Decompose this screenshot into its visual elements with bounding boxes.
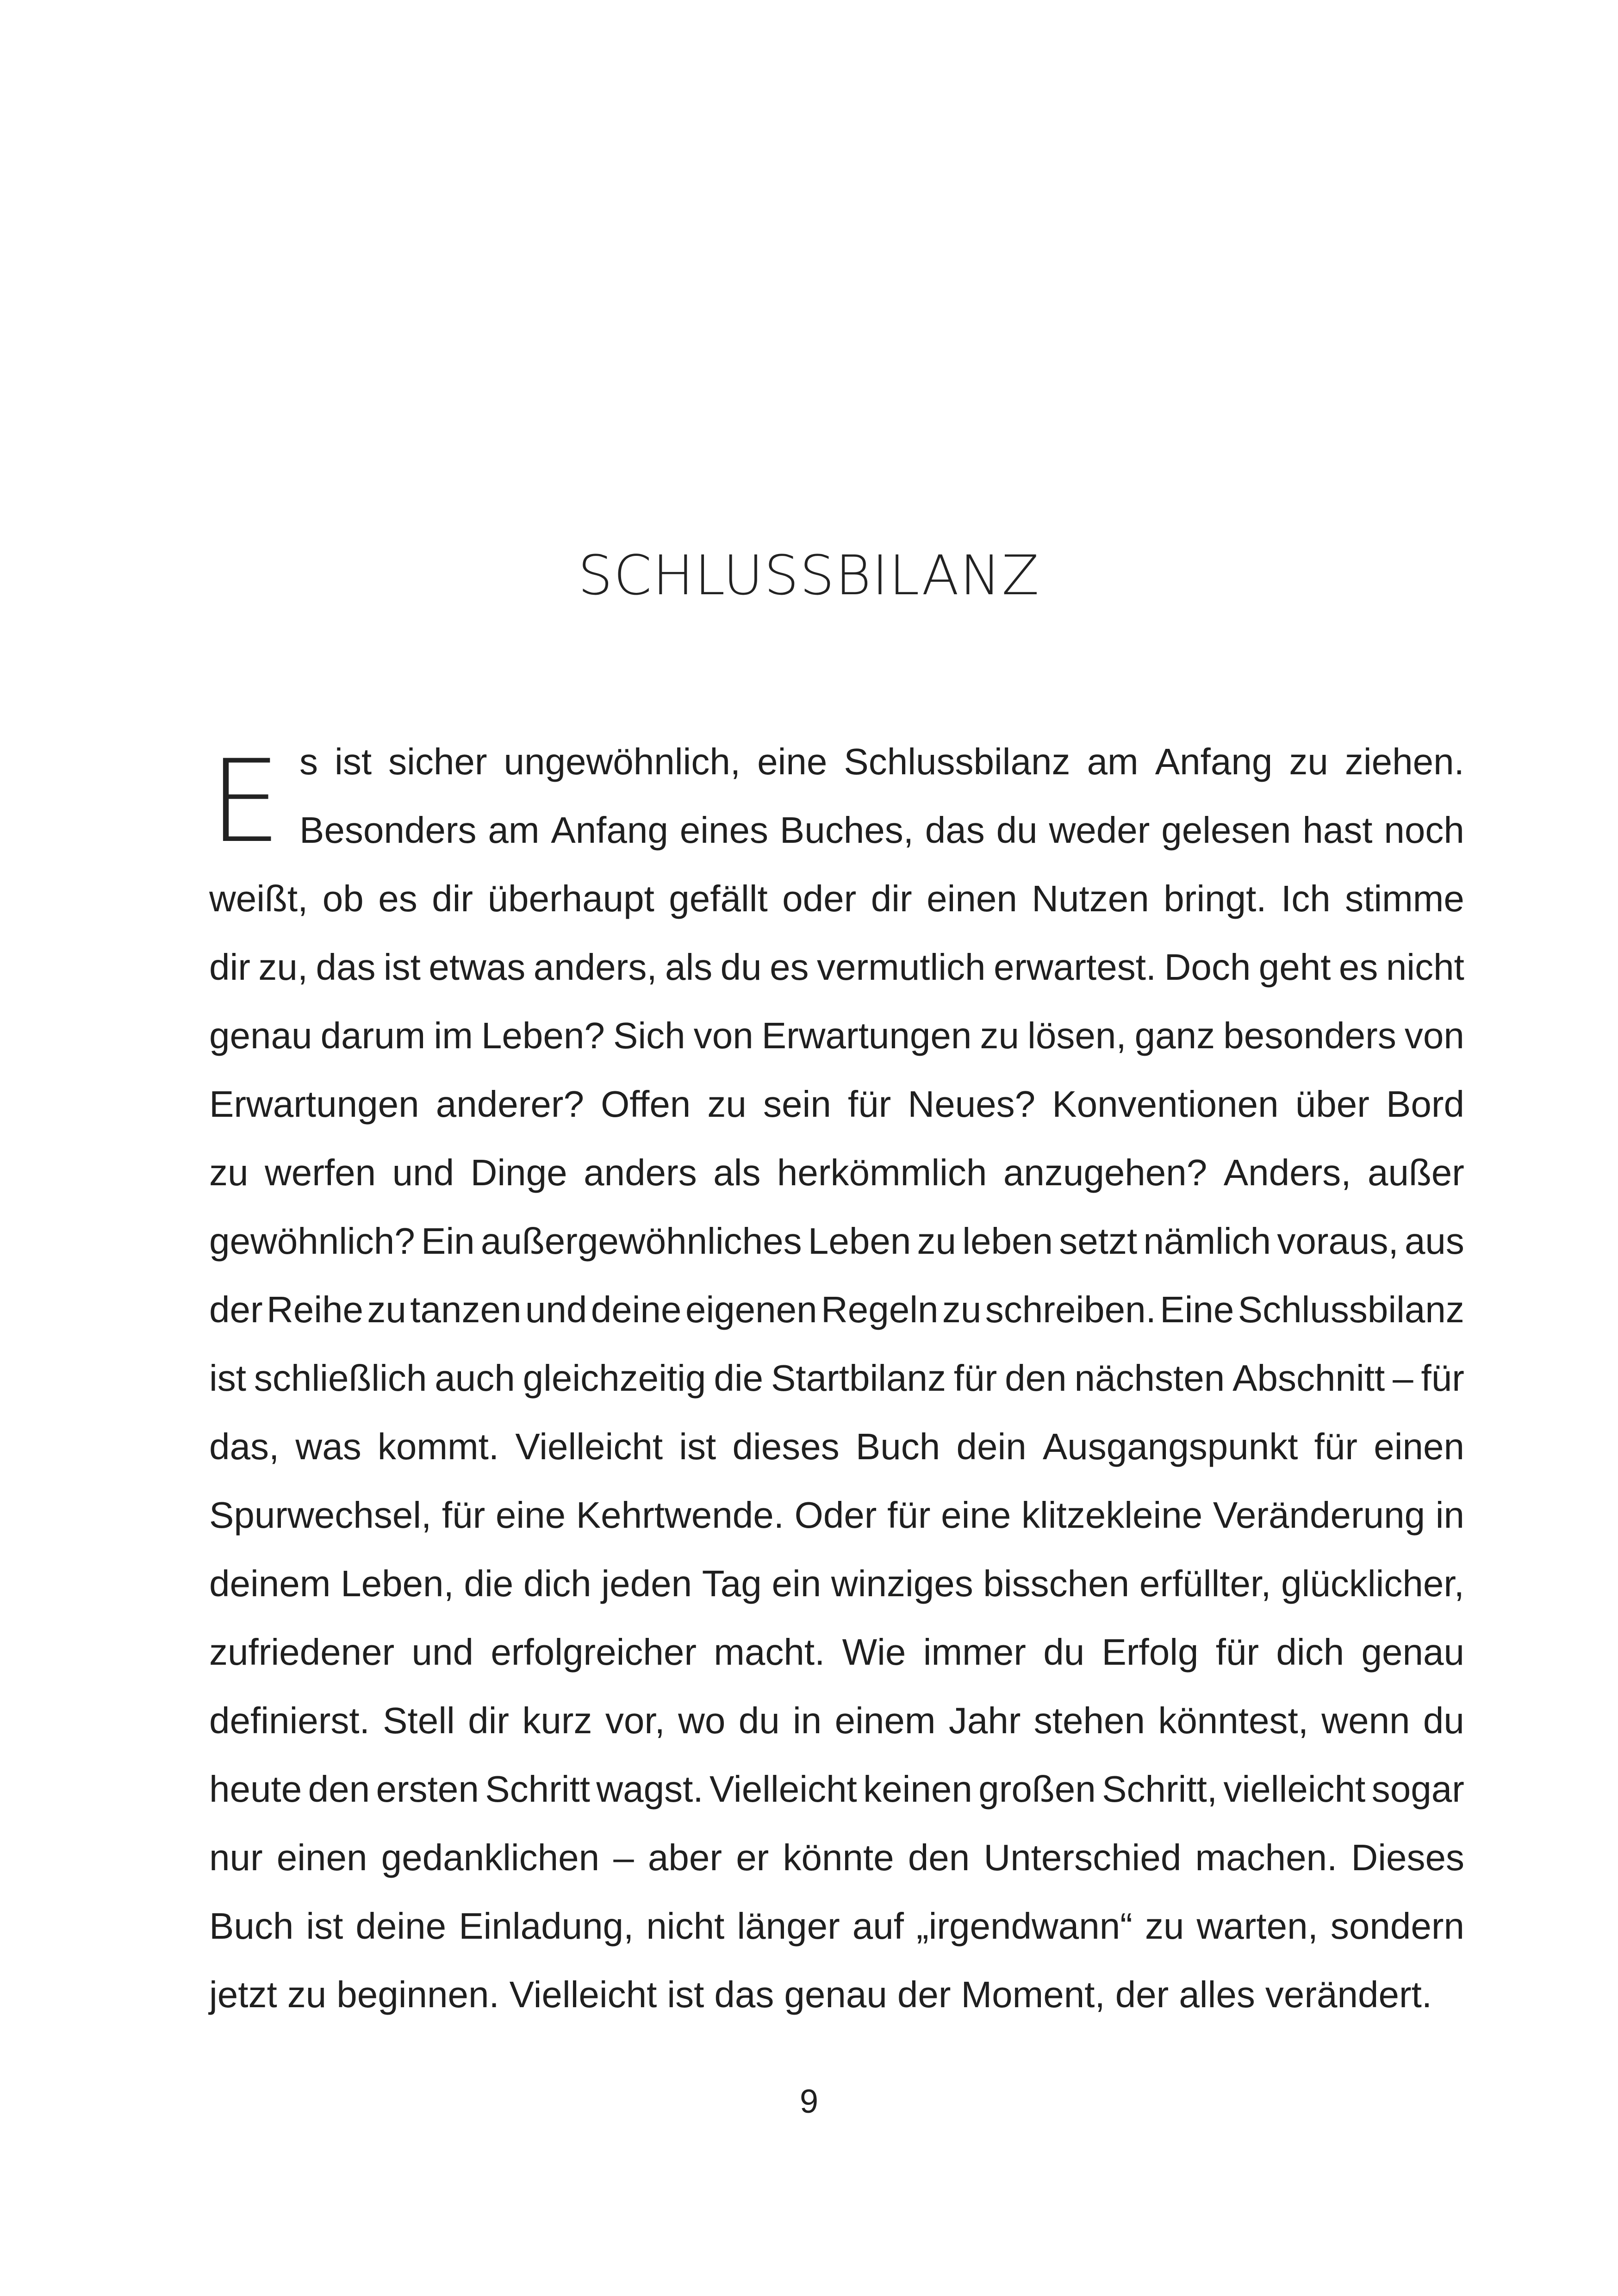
word: Dieses [1351, 1837, 1464, 1878]
word: klitzekleine [1021, 1494, 1203, 1536]
text-line [209, 1481, 1464, 1549]
word: das, [209, 1426, 280, 1467]
word: anders [584, 1152, 697, 1193]
word: aber [647, 1837, 722, 1878]
word: zu [917, 1220, 957, 1262]
word: in [1435, 1494, 1464, 1536]
word: ein [772, 1563, 821, 1604]
text-line [209, 1207, 1464, 1276]
text-line [209, 1755, 1464, 1823]
word: stehen [1033, 1700, 1145, 1741]
word: die [714, 1357, 764, 1399]
word: du [720, 946, 762, 988]
word: schließlich [254, 1357, 427, 1399]
word: ist [667, 1974, 704, 2015]
word: dieses [732, 1426, 840, 1467]
word: verändert. [1265, 1974, 1432, 2015]
word: es [378, 878, 417, 919]
word: Regeln [821, 1289, 939, 1330]
word: ist [335, 741, 372, 782]
text-line [209, 1549, 1464, 1618]
word: eine [757, 741, 828, 782]
word: überhaupt [487, 878, 654, 919]
word: bringt. [1164, 878, 1267, 919]
text-line [209, 933, 1464, 1002]
word: Spurwechsel, [209, 1494, 432, 1536]
word: macht. [714, 1631, 825, 1673]
word: für [1314, 1426, 1357, 1467]
word: und [411, 1631, 474, 1673]
word: dein [956, 1426, 1027, 1467]
word: als [665, 946, 713, 988]
word: dir [871, 878, 912, 919]
word: gefällt [669, 878, 768, 919]
word: schreiben. [985, 1289, 1156, 1330]
word: zu [1145, 1905, 1184, 1947]
word: alles [1179, 1974, 1255, 2015]
word: Buch [855, 1426, 940, 1467]
word: weder [1049, 809, 1150, 851]
word: Leben? [481, 1015, 605, 1056]
word: zu, [258, 946, 308, 988]
word: Tag [702, 1563, 762, 1604]
word: Moment, [961, 1974, 1105, 2015]
word: s [299, 741, 318, 782]
word: eine [495, 1494, 566, 1536]
word: und [392, 1152, 454, 1193]
text-line [209, 728, 1464, 796]
word: in [793, 1700, 822, 1741]
word: das [316, 946, 376, 988]
word: leben [962, 1220, 1053, 1262]
word: kurz [522, 1700, 592, 1741]
word: dich [1276, 1631, 1344, 1673]
word: du [1043, 1631, 1085, 1673]
word: tanzen [410, 1289, 522, 1330]
word: Buches, [779, 809, 914, 851]
word: Besonders [299, 809, 477, 851]
word: herkömmlich [777, 1152, 987, 1193]
word: sondern [1330, 1905, 1464, 1947]
word: Nutzen [1032, 878, 1149, 919]
word: am [1087, 741, 1139, 782]
word: Schlussbilanz [1238, 1289, 1464, 1330]
word: Ein [421, 1220, 475, 1262]
word: es [1338, 946, 1378, 988]
text-line [209, 1002, 1464, 1070]
page-number: 9 [799, 2083, 819, 2120]
word: Ausgangspunkt [1042, 1426, 1298, 1467]
word: stimme [1345, 878, 1464, 919]
word: zu [367, 1289, 406, 1330]
text-line [209, 1344, 1464, 1412]
word: zu [209, 1152, 249, 1193]
word: Reihe [267, 1289, 364, 1330]
word: Erfolg [1101, 1631, 1199, 1673]
word: zu [287, 1974, 327, 2015]
word: ob [322, 878, 364, 919]
word: oder [782, 878, 857, 919]
word: sein [763, 1083, 831, 1125]
word: geht [1258, 946, 1331, 988]
drop-cap: E [209, 736, 281, 868]
word: warten, [1196, 1905, 1318, 1947]
word: einen [276, 1837, 367, 1878]
word: es [770, 946, 809, 988]
word: sogar [1371, 1768, 1464, 1810]
word: weißt, [209, 878, 308, 919]
word: der [1115, 1974, 1169, 2015]
word: für [442, 1494, 485, 1536]
word: vermutlich [816, 946, 986, 988]
word: genau [784, 1974, 887, 2015]
word: nächsten [1074, 1357, 1225, 1399]
word: gewöhnlich? [209, 1220, 415, 1262]
word: erfüllter, [1139, 1563, 1271, 1604]
word: für [847, 1083, 891, 1125]
word: nämlich [1143, 1220, 1271, 1262]
word: den [908, 1837, 970, 1878]
word: von [693, 1015, 753, 1056]
word: du [996, 809, 1038, 851]
word: Oder [794, 1494, 877, 1536]
text-line [209, 1618, 1464, 1686]
word: etwas [429, 946, 526, 988]
word: über [1295, 1083, 1369, 1125]
word: Neues? [908, 1083, 1036, 1125]
word: der [897, 1974, 951, 2015]
word: Dinge [470, 1152, 567, 1193]
word: von [1404, 1015, 1464, 1056]
word: noch [1384, 809, 1464, 851]
word: Offen [601, 1083, 691, 1125]
word: gedanklichen [381, 1837, 600, 1878]
word: anders, [533, 946, 657, 988]
word: Buch [209, 1905, 294, 1947]
word: was [295, 1426, 361, 1467]
word: voraus, [1277, 1220, 1399, 1262]
word: ziehen. [1344, 741, 1464, 782]
word: definierst. [209, 1700, 370, 1741]
word: nicht [646, 1905, 725, 1947]
word: einen [1374, 1426, 1464, 1467]
word: – [1393, 1357, 1413, 1399]
word: außergewöhnliches [480, 1220, 802, 1262]
word: jetzt [209, 1974, 277, 2015]
word: ist [679, 1426, 716, 1467]
word: und [525, 1289, 587, 1330]
word: Vielleicht [709, 1768, 857, 1810]
word: Anfang [1155, 741, 1273, 782]
word: anzugehen? [1003, 1152, 1207, 1193]
chapter-body [209, 728, 1464, 2029]
word: bisschen [983, 1563, 1130, 1604]
word: Stell [383, 1700, 455, 1741]
word: glücklicher, [1281, 1563, 1464, 1604]
word: wo [678, 1700, 726, 1741]
text-line [209, 796, 1464, 865]
text-line [209, 1823, 1464, 1892]
word: setzt [1059, 1220, 1138, 1262]
word: Eine [1160, 1289, 1234, 1330]
word: heute [209, 1768, 302, 1810]
text-line [209, 1960, 1464, 2029]
word: zu [707, 1083, 747, 1125]
word: den [1005, 1357, 1067, 1399]
word: zu [942, 1289, 982, 1330]
word: ganz [1134, 1015, 1215, 1056]
text-line [209, 1892, 1464, 1960]
word: für [1215, 1631, 1259, 1673]
word: Doch [1164, 946, 1251, 988]
word: Schlussbilanz [844, 741, 1070, 782]
word: einen [927, 878, 1017, 919]
word: winziges [831, 1563, 973, 1604]
word: Abschnitt [1232, 1357, 1385, 1399]
word: immer [923, 1631, 1026, 1673]
word: ist [306, 1905, 343, 1947]
word: für [1421, 1357, 1464, 1399]
word: könnte [783, 1837, 894, 1878]
word: wenn [1321, 1700, 1410, 1741]
word: kommt. [377, 1426, 499, 1467]
word: zufriedener [209, 1631, 395, 1673]
word: Leben, [341, 1563, 454, 1604]
word: gleichzeitig [523, 1357, 706, 1399]
word: deine [355, 1905, 447, 1947]
word: im [434, 1015, 473, 1056]
word: für [953, 1357, 997, 1399]
word: ist [383, 946, 421, 988]
text-line [209, 1412, 1464, 1481]
word: deinem [209, 1563, 331, 1604]
word: Konventionen [1052, 1083, 1279, 1125]
word: werfen [264, 1152, 376, 1193]
word: Ich [1281, 878, 1331, 919]
word: Vielleicht [509, 1974, 657, 2015]
word: lösen, [1027, 1015, 1126, 1056]
word: Kehrtwende. [576, 1494, 784, 1536]
word: das [714, 1974, 774, 2015]
word: das [925, 809, 985, 851]
word: Vielleicht [515, 1426, 663, 1467]
word: Einladung, [459, 1905, 634, 1947]
word: sicher [388, 741, 487, 782]
word: Anders, [1223, 1152, 1351, 1193]
word: jeden [601, 1563, 692, 1604]
word: Schritt [485, 1768, 590, 1810]
text-line [209, 865, 1464, 933]
word: aus [1404, 1220, 1464, 1262]
word: deine [591, 1289, 682, 1330]
word: eine [941, 1494, 1011, 1536]
word: Erwartungen [761, 1015, 972, 1056]
word: Bord [1386, 1083, 1464, 1125]
word: zu [980, 1015, 1019, 1056]
text-line [209, 1276, 1464, 1344]
word: großen [978, 1768, 1096, 1810]
chapter-title: SCHLUSSBILANZ [578, 543, 1040, 608]
word: Sich [613, 1015, 685, 1056]
word: gelesen [1161, 809, 1291, 851]
word: nicht [1386, 946, 1464, 988]
word: erfolgreicher [491, 1631, 697, 1673]
word: auf [852, 1905, 904, 1947]
word: vielleicht [1223, 1768, 1366, 1810]
word: Jahr [948, 1700, 1021, 1741]
word: er [736, 1837, 769, 1878]
text-line [209, 1139, 1464, 1207]
word: zu [1289, 741, 1328, 782]
word: für [887, 1494, 931, 1536]
word: Unterschied [983, 1837, 1182, 1878]
word: Leben [808, 1220, 911, 1262]
text-line [209, 1686, 1464, 1755]
word: den [308, 1768, 370, 1810]
word: du [1423, 1700, 1464, 1741]
word: länger [737, 1905, 840, 1947]
word: wagst. [596, 1768, 703, 1810]
word: einem [834, 1700, 936, 1741]
word: außer [1367, 1152, 1464, 1193]
text-line [209, 1070, 1464, 1139]
word: dir [209, 946, 250, 988]
word: darum [320, 1015, 426, 1056]
word: die [464, 1563, 514, 1604]
word: machen. [1195, 1837, 1338, 1878]
word: am [488, 809, 540, 851]
word: auch [435, 1357, 515, 1399]
word: ungewöhnlich, [504, 741, 741, 782]
word: nur [209, 1837, 263, 1878]
word: eines [679, 809, 768, 851]
word: vor, [605, 1700, 665, 1741]
word: Startbilanz [771, 1357, 946, 1399]
word: beginnen. [336, 1974, 499, 2015]
word: genau [209, 1015, 312, 1056]
word: anderer? [436, 1083, 584, 1125]
word: dich [523, 1563, 591, 1604]
word: könntest, [1158, 1700, 1308, 1741]
word: „irgendwann“ [916, 1905, 1133, 1947]
word: ist [209, 1357, 246, 1399]
word: genau [1361, 1631, 1464, 1673]
word: dir [432, 878, 473, 919]
word: Wie [842, 1631, 906, 1673]
word: du [738, 1700, 780, 1741]
word: erwartest. [993, 946, 1157, 988]
word: der [209, 1289, 263, 1330]
word: Anfang [551, 809, 668, 851]
word: keinen [863, 1768, 972, 1810]
word: Erwartungen [209, 1083, 419, 1125]
word: besonders [1223, 1015, 1396, 1056]
word: dir [468, 1700, 510, 1741]
word: als [713, 1152, 761, 1193]
word: Schritt, [1102, 1768, 1218, 1810]
word: eigenen [685, 1289, 817, 1330]
word: Veränderung [1213, 1494, 1425, 1536]
word: – [613, 1837, 634, 1878]
word: ersten [376, 1768, 479, 1810]
word: hast [1302, 809, 1373, 851]
